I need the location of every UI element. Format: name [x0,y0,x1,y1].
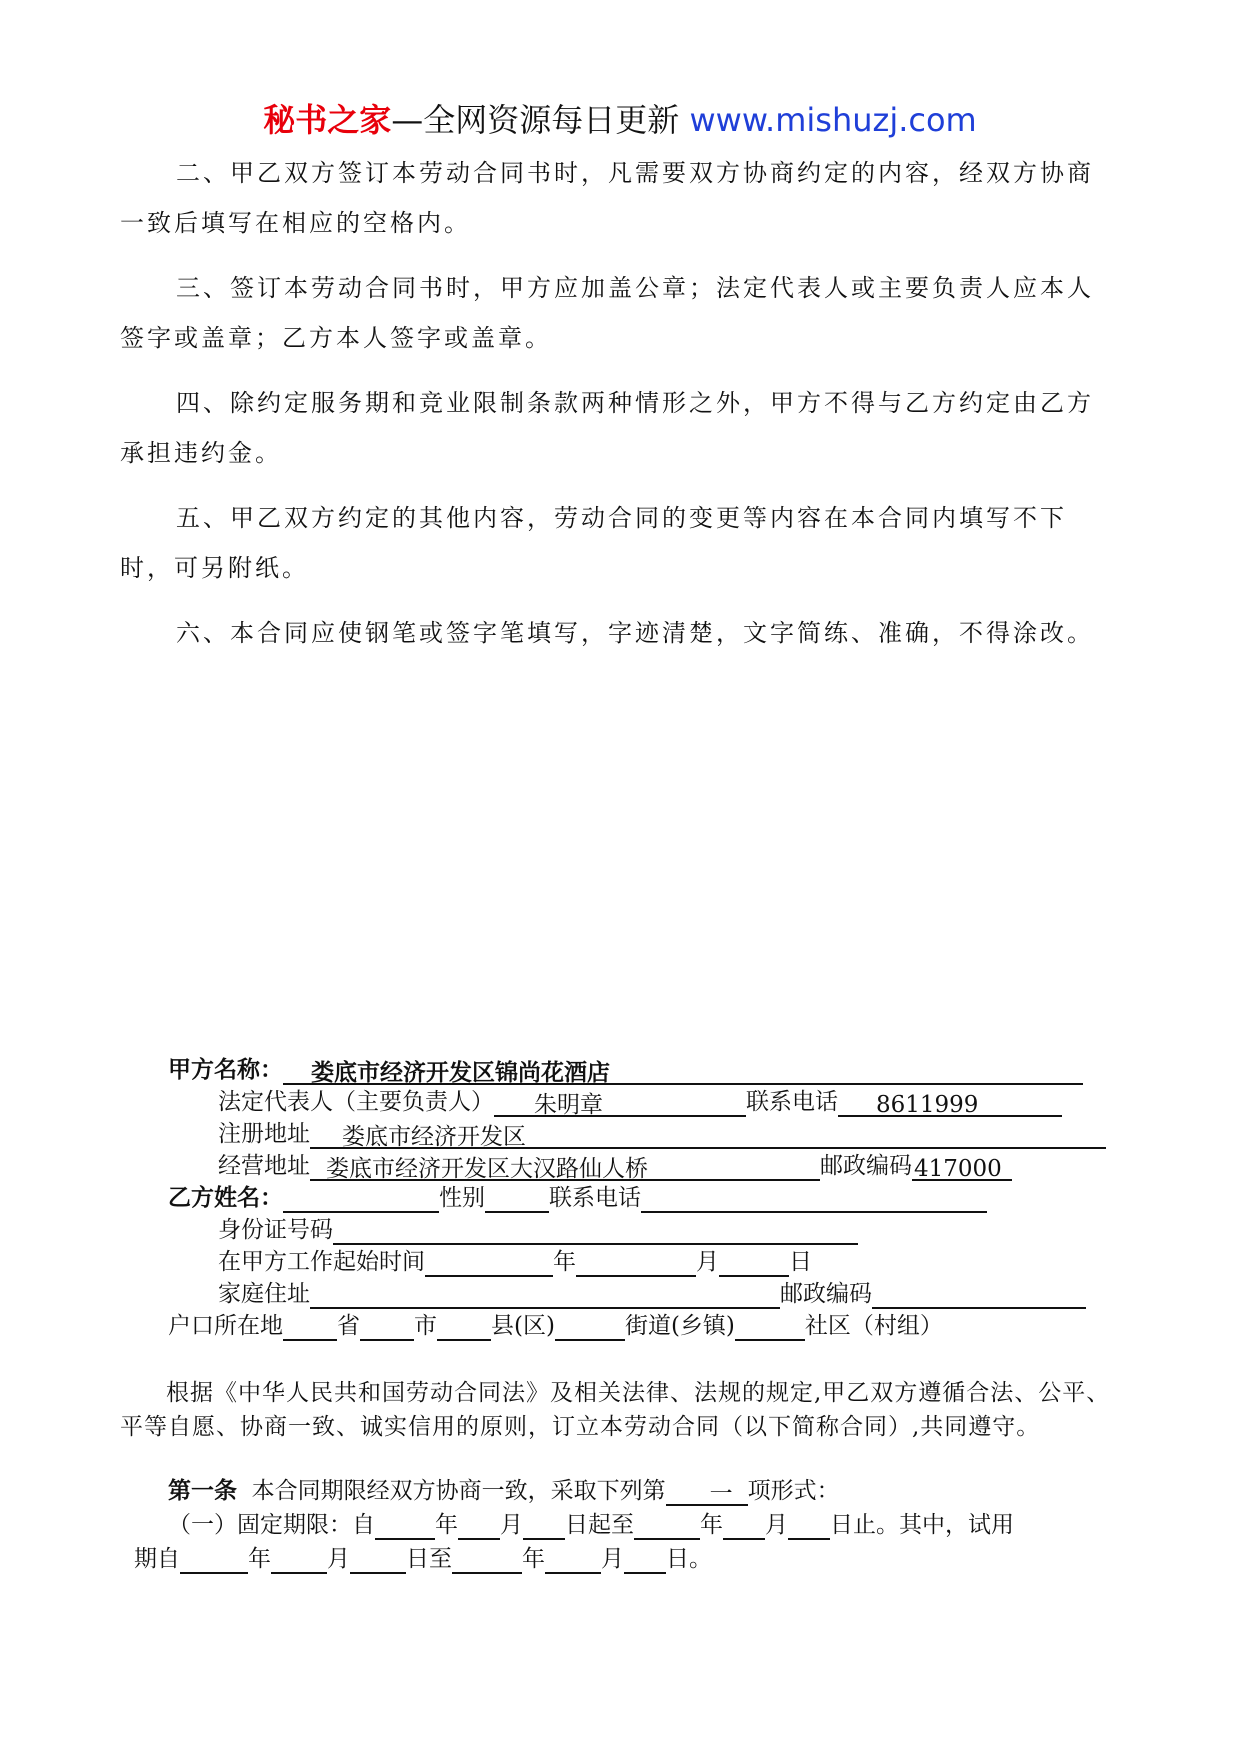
reg-label: 注册地址 [218,1121,310,1147]
day-label: 日 [789,1249,812,1275]
brand-slogan: —全网资源每日更新 [391,101,680,139]
article-1-label: 第一条 [168,1477,237,1504]
phone-field[interactable]: 8611999 [838,1090,1062,1117]
id-field[interactable] [333,1218,858,1245]
year-label: 年 [522,1546,545,1572]
ft-to-month[interactable] [723,1513,765,1540]
province-field[interactable] [283,1314,337,1341]
zip-label: 邮政编码 [820,1153,912,1179]
home-label: 家庭住址 [218,1281,310,1307]
city-field[interactable] [360,1314,414,1341]
site-url: www.mishuzj.com [689,101,977,139]
site-watermark-header [0,100,1240,140]
biz-field[interactable]: 娄底市经济开发区大汉路仙人桥 [310,1154,820,1181]
party-b-name-row [168,1183,987,1213]
city-label: 市 [414,1313,437,1339]
hukou-row [168,1311,943,1341]
id-label: 身份证号码 [218,1217,333,1243]
reg-field[interactable]: 娄底市经济开发区 [310,1122,1106,1149]
gender-label: 性别 [439,1185,485,1211]
start-month-field[interactable] [576,1250,696,1277]
year-label: 年 [700,1512,723,1538]
home-row [218,1279,1086,1309]
party-a-reg-row [218,1119,1106,1149]
month-label: 月 [327,1546,350,1572]
community-label: 社区（村组） [804,1313,943,1339]
day-label: 日 [406,1546,429,1572]
note-3 [120,263,1120,363]
note-4 [120,378,1120,478]
zip-field[interactable]: 417000 [912,1154,1012,1181]
party-b-name-field[interactable] [283,1186,439,1213]
to-label: 至 [429,1546,452,1572]
note-text: 二、甲乙双方签订本劳动合同书时，凡需要双方协商约定的内容，经双方协商一致后填写在相应的空格内。 [120,159,1094,237]
day-label: 日 [830,1512,853,1538]
county-label: 县(区) [491,1313,555,1339]
start-day-field[interactable] [719,1250,789,1277]
probation-label: 期自 [134,1546,180,1572]
start-year-field[interactable] [425,1250,553,1277]
note-5 [120,493,1120,593]
note-text: 三、签订本劳动合同书时，甲方应加盖公章；法定代表人或主要负责人应本人签字或盖章；乙方本人签字或盖章。 [120,274,1094,352]
ft-from-year[interactable] [375,1513,435,1540]
article-1-choice-field[interactable]: 一 [666,1479,748,1506]
pr-from-year[interactable] [180,1547,248,1574]
rep-field[interactable]: 朱明章 [494,1090,746,1117]
home-field[interactable] [310,1282,780,1309]
party-b-phone-field[interactable] [641,1186,987,1213]
pr-to-day[interactable] [624,1547,666,1574]
article-1-suffix: 项形式： [747,1478,840,1504]
until-label: 止。其中，试用 [853,1512,1014,1538]
year-label: 年 [435,1512,458,1538]
party-b-name-label: 乙方姓名： [168,1184,283,1211]
street-label: 街道(乡镇) [624,1313,735,1339]
article-1-text: 本合同期限经双方协商一致，采取下列第 [251,1478,666,1504]
fixed-term-row [168,1510,1014,1540]
month-label: 月 [601,1546,624,1572]
pr-to-year[interactable] [452,1547,522,1574]
note-text: 四、除约定服务期和竞业限制条款两种情形之外，甲方不得与乙方约定由乙方承担违约金。 [120,389,1094,467]
party-a-name-field[interactable]: 娄底市经济开发区锦尚花酒店 [283,1058,1083,1085]
home-zip-field[interactable] [872,1282,1086,1309]
probation-row: 期自 年 月 日至 年 月 日。 [134,1546,712,1572]
community-field[interactable] [735,1314,805,1341]
fixed-term-label: （一）固定期限：自 [168,1512,375,1538]
hukou-label: 户口所在地 [168,1313,283,1339]
party-b-phone-label: 联系电话 [549,1185,641,1211]
note-2 [120,148,1120,248]
month-label: 月 [500,1512,523,1538]
ft-to-day[interactable] [788,1513,830,1540]
brand-name: 秘书之家 [263,101,392,139]
start-date-row [218,1247,812,1277]
party-a-name-label: 甲方名称： [168,1056,283,1083]
party-a-biz-row [218,1151,1012,1181]
note-text: 六、本合同应使钢笔或签字笔填写，字迹清楚，文字简练、准确，不得涂改。 [176,619,1094,647]
from-label: 起至 [588,1512,634,1538]
pr-to-month[interactable] [545,1547,601,1574]
party-a-rep-row [218,1087,1062,1117]
pr-from-day[interactable] [350,1547,406,1574]
year-label: 年 [553,1249,576,1275]
preamble-text: 根据《中华人民共和国劳动合同法》及相关法律、法规的规定,甲乙双方遵循合法、公平、平等自愿、协商一致、诚实信用的原则，订立本劳动合同（以下简称合同）,共同遵守。 [120,1380,1111,1440]
month-label: 月 [696,1249,719,1275]
ft-from-month[interactable] [458,1513,500,1540]
street-field[interactable] [555,1314,625,1341]
month-label: 月 [765,1512,788,1538]
home-zip-label: 邮政编码 [780,1281,872,1307]
phone-label: 联系电话 [746,1089,838,1115]
county-field[interactable] [437,1314,491,1341]
province-label: 省 [337,1313,360,1339]
article-1-row [168,1476,840,1506]
gender-field[interactable] [485,1186,549,1213]
preamble [120,1376,1120,1444]
year-label: 年 [248,1546,271,1572]
ft-to-year[interactable] [634,1513,700,1540]
rep-label: 法定代表人（主要负责人） [218,1089,494,1115]
day-label: 日 [666,1546,689,1572]
party-a-name-row [168,1055,1083,1085]
note-6 [120,608,1120,658]
biz-label: 经营地址 [218,1153,310,1179]
ft-from-day[interactable] [523,1513,565,1540]
pr-from-month[interactable] [271,1547,327,1574]
day-label: 日 [565,1512,588,1538]
start-label: 在甲方工作起始时间 [218,1249,425,1275]
id-row [218,1215,858,1245]
note-text: 五、甲乙双方约定的其他内容，劳动合同的变更等内容在本合同内填写不下时，可另附纸。 [120,504,1067,582]
